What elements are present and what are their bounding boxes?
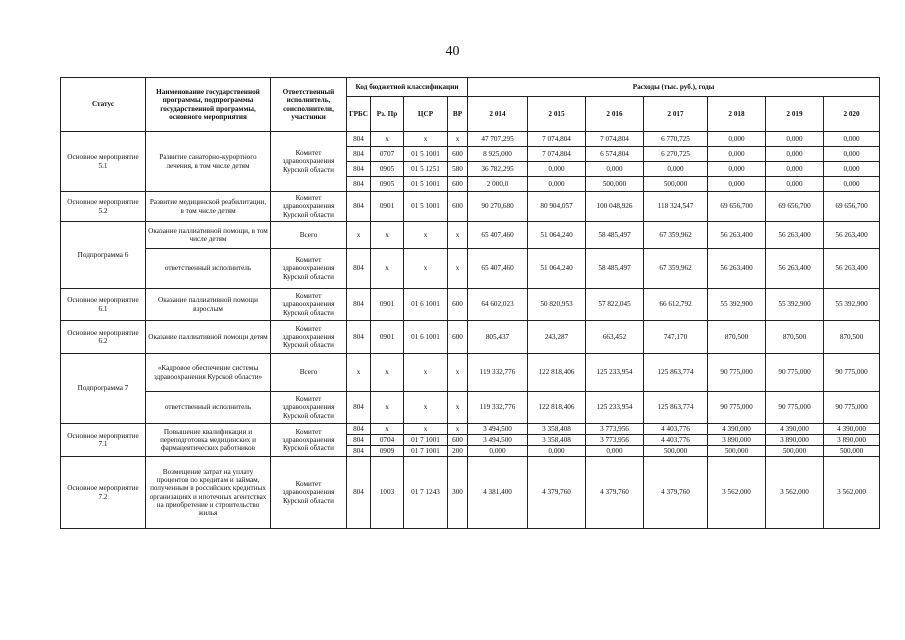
- cell-name: ответственный исполнитель: [146, 249, 271, 289]
- cell-vr: х: [448, 132, 468, 147]
- cell-amount: 55 392,900: [766, 289, 824, 321]
- page-number: 40: [445, 44, 460, 59]
- cell-csr: 01 5 1251: [404, 162, 448, 177]
- cell-status: Основное мероприятие 7.1: [61, 424, 146, 457]
- cell-responsible: Комитет здравоохранения Курской области: [271, 132, 347, 192]
- cell-amount: 0,000: [766, 177, 824, 192]
- cell-rzpr: х: [371, 249, 404, 289]
- cell-grbs: 804: [347, 424, 371, 435]
- cell-amount: 0,000: [824, 147, 880, 162]
- cell-amount: 55 392,900: [708, 289, 766, 321]
- cell-amount: 50 820,953: [528, 289, 586, 321]
- cell-amount: 57 822,045: [586, 289, 644, 321]
- cell-amount: 3 358,408: [528, 424, 586, 435]
- cell-csr: х: [404, 132, 448, 147]
- cell-status: Подпрограмма 6: [61, 222, 146, 289]
- cell-responsible: Комитет здравоохранения Курской области: [271, 457, 347, 529]
- cell-name: Развитие медицинской реабилитации, в том числе детям: [146, 192, 271, 222]
- cell-amount: 500,000: [766, 446, 824, 457]
- cell-amount: 8 925,000: [468, 147, 528, 162]
- cell-status: Основное мероприятие 6.1: [61, 289, 146, 321]
- cell-name: Развитие санаторно-курортного лечения, в том числе детям: [146, 132, 271, 192]
- cell-amount: 243,287: [528, 321, 586, 354]
- cell-status: Основное мероприятие 5.1: [61, 132, 146, 192]
- header-responsible: Ответственный исполнитель, соисполнители, участники: [271, 78, 347, 132]
- cell-amount: 6 270,725: [644, 147, 708, 162]
- cell-amount: 69 656,700: [708, 192, 766, 222]
- cell-grbs: 804: [347, 162, 371, 177]
- cell-responsible: Всего: [271, 354, 347, 392]
- cell-amount: 747,170: [644, 321, 708, 354]
- cell-amount: 90 270,680: [468, 192, 528, 222]
- cell-amount: 56 263,400: [824, 222, 880, 249]
- header-csr: ЦСР: [404, 97, 448, 132]
- cell-amount: 0,000: [528, 162, 586, 177]
- cell-grbs: 804: [347, 177, 371, 192]
- table-row: [61, 192, 880, 222]
- cell-grbs: 804: [347, 132, 371, 147]
- cell-amount: 6 574,804: [586, 147, 644, 162]
- cell-name: Оказание паллиативной помощи детям: [146, 321, 271, 354]
- cell-csr: 01 7 1243: [404, 457, 448, 529]
- table-row: [61, 457, 880, 529]
- cell-amount: 0,000: [586, 162, 644, 177]
- cell-amount: 55 392,900: [824, 289, 880, 321]
- cell-amount: 870,500: [824, 321, 880, 354]
- header-year: 2 016: [586, 97, 644, 132]
- cell-responsible: Всего: [271, 222, 347, 249]
- cell-csr: 01 5 1001: [404, 177, 448, 192]
- cell-amount: 4 403,776: [644, 435, 708, 446]
- cell-amount: 90 775,000: [766, 354, 824, 392]
- cell-amount: 90 775,000: [824, 392, 880, 424]
- cell-responsible: Комитет здравоохранения Курской области: [271, 289, 347, 321]
- cell-vr: 580: [448, 162, 468, 177]
- cell-grbs: 804: [347, 446, 371, 457]
- cell-amount: 125 863,774: [644, 354, 708, 392]
- cell-amount: 90 775,000: [824, 354, 880, 392]
- cell-csr: х: [404, 249, 448, 289]
- cell-amount: 7 074,804: [528, 132, 586, 147]
- cell-status: Основное мероприятие 5.2: [61, 192, 146, 222]
- header-expenses-group: Расходы (тыс. руб.), годы: [468, 78, 880, 97]
- cell-grbs: х: [347, 354, 371, 392]
- cell-grbs: 804: [347, 457, 371, 529]
- cell-amount: 56 263,400: [824, 249, 880, 289]
- cell-amount: 69 656,700: [824, 192, 880, 222]
- cell-grbs: 804: [347, 147, 371, 162]
- table-header: [61, 78, 880, 132]
- cell-amount: 47 707,295: [468, 132, 528, 147]
- cell-grbs: 804: [347, 289, 371, 321]
- cell-vr: 600: [448, 177, 468, 192]
- cell-amount: 125 233,954: [586, 354, 644, 392]
- cell-amount: 125 863,774: [644, 392, 708, 424]
- cell-grbs: 804: [347, 192, 371, 222]
- table-row: [61, 392, 880, 424]
- cell-amount: 805,437: [468, 321, 528, 354]
- cell-amount: 2 000,0: [468, 177, 528, 192]
- cell-amount: 7 074,804: [586, 132, 644, 147]
- cell-rzpr: х: [371, 354, 404, 392]
- header-year: 2 014: [468, 97, 528, 132]
- header-year: 2 015: [528, 97, 586, 132]
- cell-csr: х: [404, 424, 448, 435]
- cell-csr: 01 7 1001: [404, 435, 448, 446]
- cell-amount: 4 390,000: [766, 424, 824, 435]
- cell-rzpr: х: [371, 222, 404, 249]
- cell-amount: 51 064,240: [528, 249, 586, 289]
- header-year: 2 017: [644, 97, 708, 132]
- cell-amount: 3 358,408: [528, 435, 586, 446]
- cell-status: Основное мероприятие 6.2: [61, 321, 146, 354]
- cell-name: ответственный исполнитель: [146, 392, 271, 424]
- cell-vr: х: [448, 424, 468, 435]
- cell-rzpr: 0704: [371, 435, 404, 446]
- header-name: Наименование государственной программы, подпрограммы государственной программы, основного мероприятия: [146, 78, 271, 132]
- cell-rzpr: 1003: [371, 457, 404, 529]
- cell-responsible: Комитет здравоохранения Курской области: [271, 192, 347, 222]
- table-row: [61, 424, 880, 435]
- cell-amount: 500,000: [824, 446, 880, 457]
- cell-name: Возмещение затрат на уплату процентов по кредитам и займам, полученным в российских кредитных организациях и ипотечных агентствах на приобретение и строительство жилья: [146, 457, 271, 529]
- cell-csr: 01 6 1001: [404, 289, 448, 321]
- cell-rzpr: 0905: [371, 162, 404, 177]
- cell-amount: 118 324,547: [644, 192, 708, 222]
- cell-vr: 300: [448, 457, 468, 529]
- cell-responsible: Комитет здравоохранения Курской области: [271, 392, 347, 424]
- cell-rzpr: 0905: [371, 177, 404, 192]
- cell-rzpr: 0909: [371, 446, 404, 457]
- cell-amount: 56 263,400: [766, 249, 824, 289]
- cell-status: Подпрограмма 7: [61, 354, 146, 424]
- cell-amount: 100 048,926: [586, 192, 644, 222]
- cell-rzpr: 0901: [371, 192, 404, 222]
- cell-amount: 36 782,295: [468, 162, 528, 177]
- cell-amount: 0,000: [708, 162, 766, 177]
- cell-csr: х: [404, 354, 448, 392]
- cell-amount: 0,000: [766, 147, 824, 162]
- cell-status: Основное мероприятие 7.2: [61, 457, 146, 529]
- cell-responsible: Комитет здравоохранения Курской области: [271, 249, 347, 289]
- cell-amount: 4 379,760: [644, 457, 708, 529]
- cell-rzpr: 0707: [371, 147, 404, 162]
- cell-amount: 122 818,406: [528, 392, 586, 424]
- cell-vr: 600: [448, 147, 468, 162]
- cell-amount: 65 407,460: [468, 222, 528, 249]
- cell-amount: 125 233,954: [586, 392, 644, 424]
- cell-grbs: 804: [347, 321, 371, 354]
- cell-amount: 90 775,000: [708, 354, 766, 392]
- cell-amount: 4 381,400: [468, 457, 528, 529]
- cell-amount: 7 074,804: [528, 147, 586, 162]
- cell-amount: 119 332,776: [468, 392, 528, 424]
- cell-amount: 51 064,240: [528, 222, 586, 249]
- header-rzpr: Рз. Пр: [371, 97, 404, 132]
- cell-amount: 870,500: [766, 321, 824, 354]
- cell-amount: 0,000: [766, 132, 824, 147]
- cell-amount: 3 773,956: [586, 424, 644, 435]
- header-year: 2 018: [708, 97, 766, 132]
- table-row: [61, 321, 880, 354]
- cell-grbs: 804: [347, 435, 371, 446]
- table-row: [61, 132, 880, 147]
- cell-amount: 67 359,962: [644, 249, 708, 289]
- cell-amount: 3 890,000: [708, 435, 766, 446]
- budget-table: [60, 77, 880, 529]
- cell-responsible: Комитет здравоохранения Курской области: [271, 321, 347, 354]
- cell-rzpr: х: [371, 424, 404, 435]
- cell-amount: 80 904,057: [528, 192, 586, 222]
- cell-amount: 3 562,000: [824, 457, 880, 529]
- cell-grbs: х: [347, 222, 371, 249]
- cell-amount: 90 775,000: [766, 392, 824, 424]
- cell-amount: 119 332,776: [468, 354, 528, 392]
- cell-name: «Кадровое обеспечение системы здравоохранения Курской области»: [146, 354, 271, 392]
- cell-amount: 4 379,760: [528, 457, 586, 529]
- cell-rzpr: х: [371, 132, 404, 147]
- cell-csr: 01 5 1001: [404, 147, 448, 162]
- cell-amount: 0,000: [824, 162, 880, 177]
- cell-amount: 3 494,500: [468, 424, 528, 435]
- cell-amount: 67 359,962: [644, 222, 708, 249]
- cell-amount: 64 602,023: [468, 289, 528, 321]
- header-vr: ВР: [448, 97, 468, 132]
- cell-csr: 01 6 1001: [404, 321, 448, 354]
- table-row: [61, 222, 880, 249]
- cell-amount: 58 485,497: [586, 249, 644, 289]
- cell-amount: 66 612,792: [644, 289, 708, 321]
- cell-amount: 0,000: [528, 446, 586, 457]
- cell-amount: 3 562,000: [766, 457, 824, 529]
- cell-csr: 01 7 1001: [404, 446, 448, 457]
- cell-amount: 122 818,406: [528, 354, 586, 392]
- cell-amount: 65 407,460: [468, 249, 528, 289]
- cell-amount: 500,000: [586, 177, 644, 192]
- cell-amount: 3 890,000: [766, 435, 824, 446]
- header-grbs: ГРБС: [347, 97, 371, 132]
- cell-amount: 4 390,000: [708, 424, 766, 435]
- header-status: Статус: [61, 78, 146, 132]
- cell-name: Оказание паллиативной помощи, в том числе детям: [146, 222, 271, 249]
- cell-amount: 0,000: [644, 162, 708, 177]
- cell-name: Повышение квалификации и переподготовка медицинских и фармацевтических работников: [146, 424, 271, 457]
- cell-name: Оказание паллиативной помощи взрослым: [146, 289, 271, 321]
- cell-amount: 500,000: [644, 177, 708, 192]
- cell-amount: 4 403,776: [644, 424, 708, 435]
- table-row: [61, 354, 880, 392]
- cell-amount: 3 562,000: [708, 457, 766, 529]
- cell-amount: 0,000: [528, 177, 586, 192]
- cell-amount: 3 494,500: [468, 435, 528, 446]
- cell-grbs: 804: [347, 249, 371, 289]
- table-row: [61, 289, 880, 321]
- header-code-group: Код бюджетной классификации: [347, 78, 468, 97]
- cell-amount: 0,000: [708, 147, 766, 162]
- cell-amount: 500,000: [708, 446, 766, 457]
- cell-amount: 90 775,000: [708, 392, 766, 424]
- cell-amount: 69 656,700: [766, 192, 824, 222]
- cell-vr: х: [448, 222, 468, 249]
- cell-vr: х: [448, 392, 468, 424]
- cell-amount: 663,452: [586, 321, 644, 354]
- cell-responsible: Комитет здравоохранения Курской области: [271, 424, 347, 457]
- cell-vr: 600: [448, 435, 468, 446]
- cell-amount: 4 379,760: [586, 457, 644, 529]
- cell-rzpr: 0901: [371, 321, 404, 354]
- cell-vr: 200: [448, 446, 468, 457]
- cell-amount: 0,000: [824, 132, 880, 147]
- cell-rzpr: х: [371, 392, 404, 424]
- cell-amount: 56 263,400: [708, 222, 766, 249]
- cell-amount: 3 890,000: [824, 435, 880, 446]
- cell-amount: 6 770,725: [644, 132, 708, 147]
- cell-amount: 0,000: [468, 446, 528, 457]
- header-year: 2 020: [824, 97, 880, 132]
- cell-amount: 3 773,956: [586, 435, 644, 446]
- cell-rzpr: 0901: [371, 289, 404, 321]
- table-body: [61, 132, 880, 529]
- cell-amount: 58 485,497: [586, 222, 644, 249]
- cell-csr: х: [404, 392, 448, 424]
- cell-amount: 500,000: [644, 446, 708, 457]
- table-row: [61, 249, 880, 289]
- cell-amount: 870,500: [708, 321, 766, 354]
- cell-amount: 0,000: [766, 162, 824, 177]
- cell-amount: 0,000: [586, 446, 644, 457]
- cell-amount: 0,000: [708, 132, 766, 147]
- cell-vr: х: [448, 354, 468, 392]
- cell-csr: х: [404, 222, 448, 249]
- cell-vr: 600: [448, 289, 468, 321]
- cell-vr: 600: [448, 192, 468, 222]
- cell-vr: 600: [448, 321, 468, 354]
- cell-amount: 4 390,000: [824, 424, 880, 435]
- header-year: 2 019: [766, 97, 824, 132]
- cell-grbs: 804: [347, 392, 371, 424]
- cell-vr: х: [448, 249, 468, 289]
- cell-csr: 01 5 1001: [404, 192, 448, 222]
- cell-amount: 56 263,400: [708, 249, 766, 289]
- cell-amount: 0,000: [708, 177, 766, 192]
- cell-amount: 56 263,400: [766, 222, 824, 249]
- cell-amount: 0,000: [824, 177, 880, 192]
